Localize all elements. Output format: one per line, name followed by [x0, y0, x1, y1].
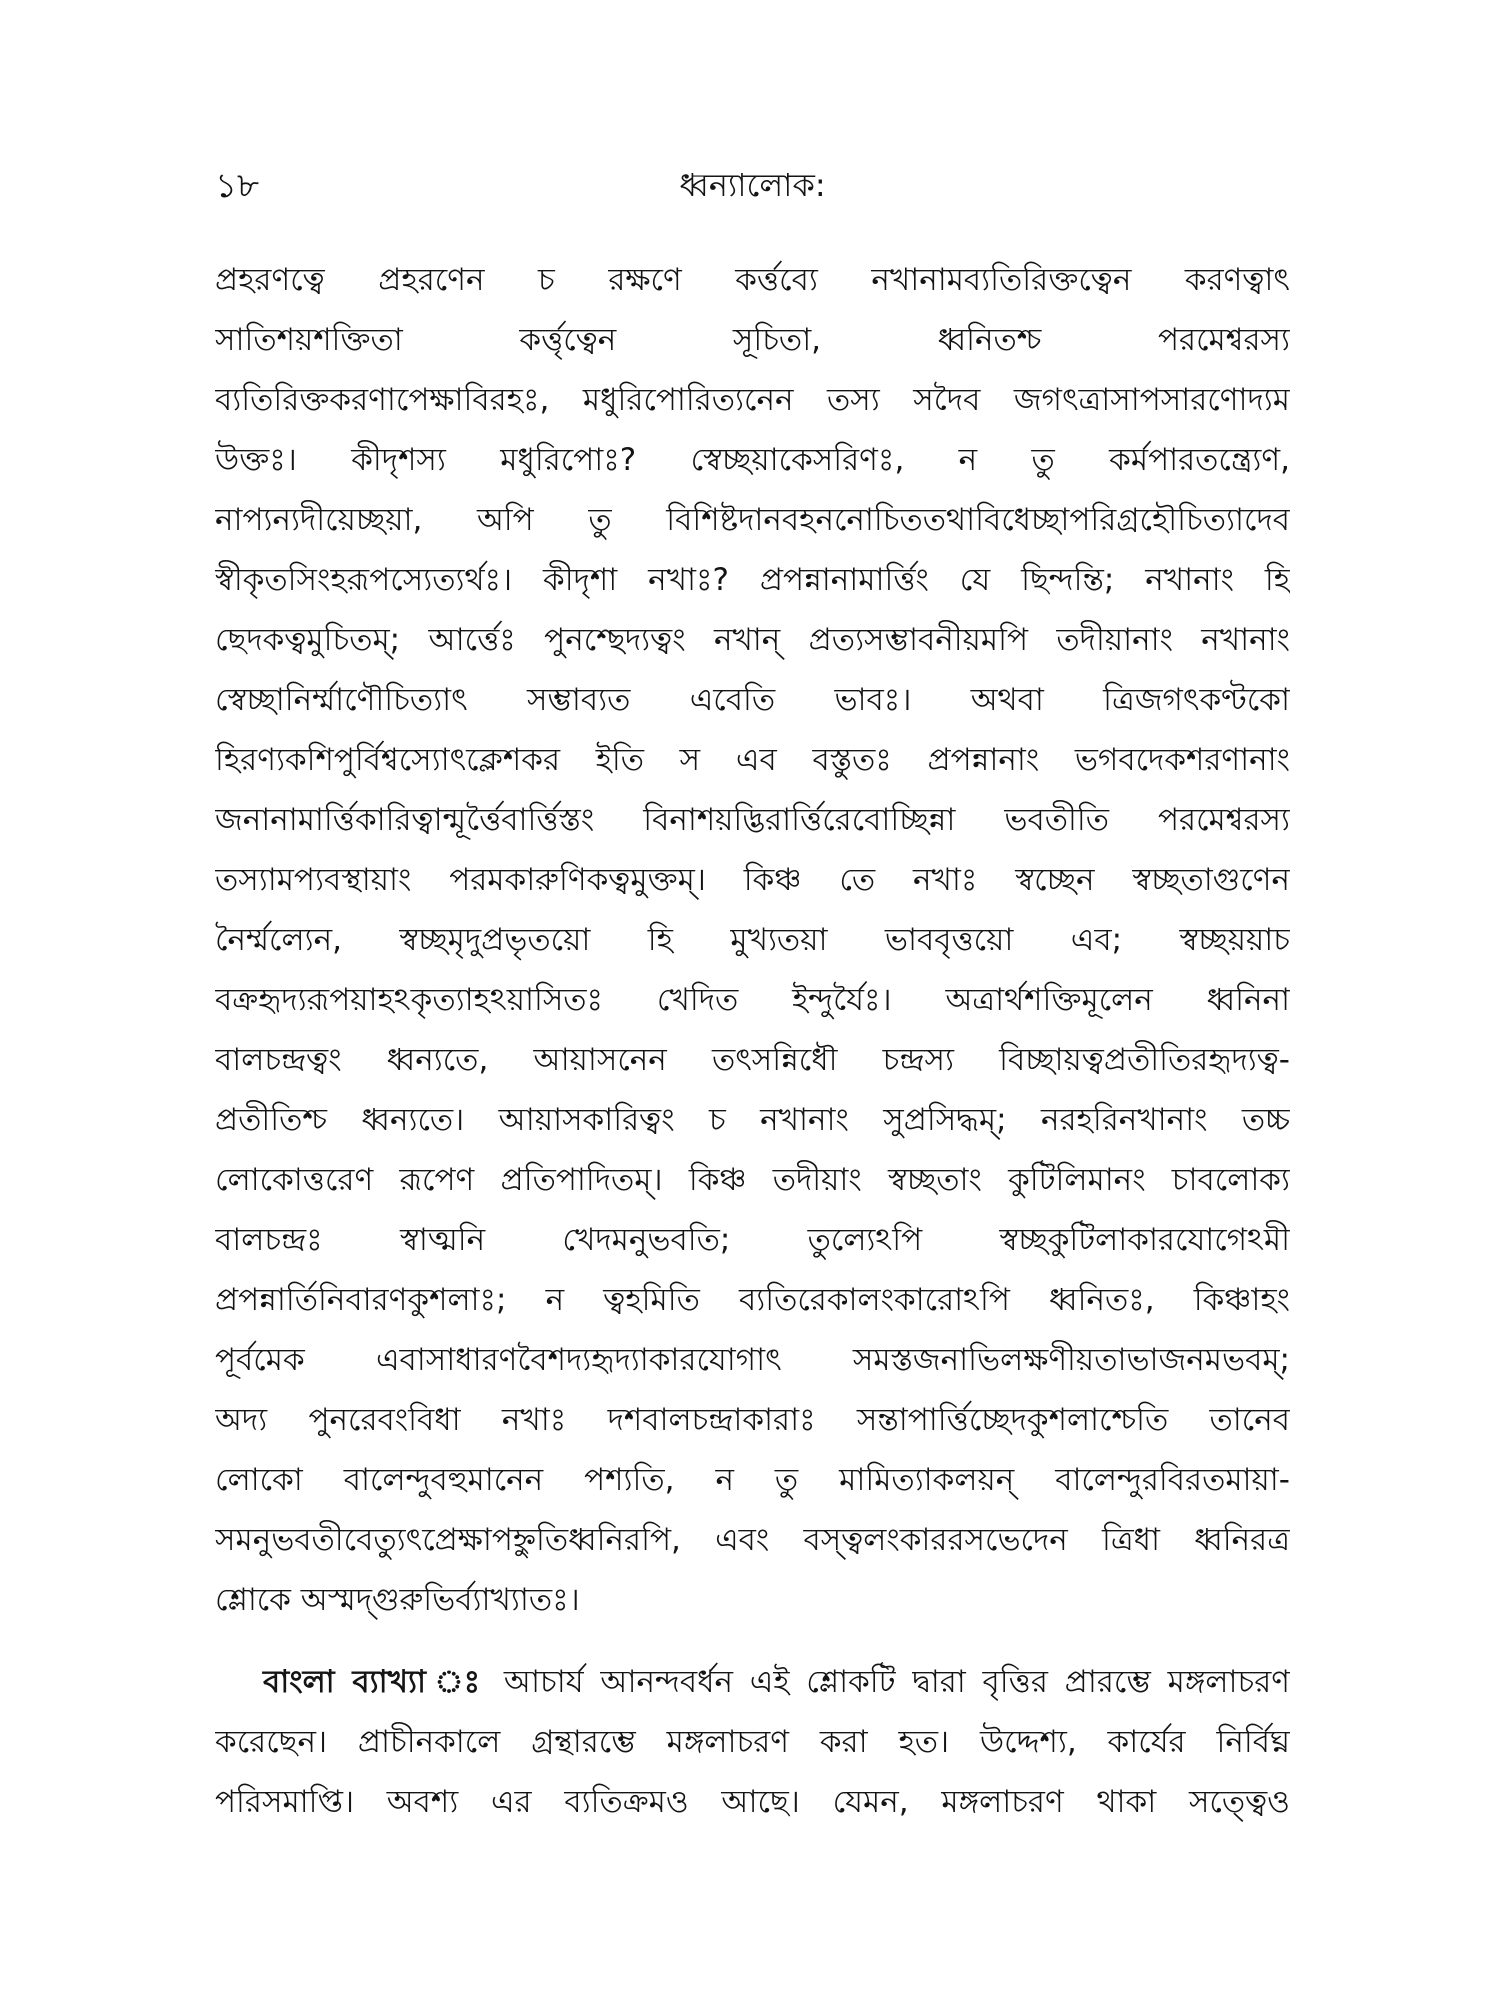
- commentary-line: স্বেচ্ছানির্ম্মাণৌচিত্যাৎ সম্ভাব্যত এবেতি ভাবঃ। অথবা ত্রিজগৎকণ্টকো: [215, 682, 1290, 718]
- commentary-line: জনানামার্ত্তিকারিত্বান্মূর্ত্তৈবার্ত্তিস্তং বিনাশয়দ্ভিরার্ত্তিরেবোচ্ছিন্না ভবতীতি পরমেশ্বরস্য: [215, 802, 1290, 838]
- explanation-line: [215, 1652, 1290, 1712]
- commentary-line: উক্তঃ। কীদৃশস্য মধুরিপোঃ? স্বেচ্ছয়াকেসরিণঃ, ন তু কর্মপারতন্ত্র্যেণ,: [215, 442, 1290, 478]
- explanation-label: বাংলা ব্যাখ্যা ঃ: [263, 1664, 488, 1700]
- commentary-line: সাতিশয়শক্তিতা কর্ত্তৃত্বেন সূচিতা, ধ্বনিতশ্চ পরমেশ্বরস্য: [215, 322, 1290, 358]
- commentary-line: হিরণ্যকশিপুর্বিশ্বস্যোৎক্লেশকর ইতি স এব বস্তুতঃ প্রপন্নানাং ভগবদেকশরণানাং: [215, 742, 1290, 778]
- commentary-line: শ্লোকে অস্মদ্গুরুভির্ব্যাখ্যাতঃ।: [215, 1582, 580, 1618]
- commentary-line: পূর্বমেক এবাসাধারণবৈশদ্যহৃদ্যাকারযোগাৎ সমস্তজনাভিলক্ষণীয়তাভাজনমভবম্;: [215, 1342, 1290, 1378]
- commentary-line: বক্রহৃদ্যরূপয়াহঽকৃত্যাহঽয়াসিতঃ খেদিত ইন্দুর্যৈঃ। অত্রার্থশক্তিমূলেন ধ্বনিনা: [215, 982, 1290, 1018]
- commentary-line: বালচন্দ্রত্বং ধ্বন্যতে, আয়াসনেন তৎসন্নিধৌ চন্দ্রস্য বিচ্ছায়ত্বপ্রতীতিরহৃদ্যত্ব-: [215, 1042, 1290, 1078]
- commentary-line: প্রতীতিশ্চ ধ্বন্যতে। আয়াসকারিত্বং চ নখানাং সুপ্রসিদ্ধম্; নরহরিনখানাং তচ্চ: [215, 1102, 1290, 1138]
- page-number: ১৮: [215, 166, 260, 206]
- commentary-line: বালচন্দ্রঃ স্বাত্মনি খেদমনুভবতি; তুল্যেঽপি স্বচ্ছকুটিলাকারযোগেঽমী: [215, 1222, 1290, 1258]
- explanation-line: পরিসমাপ্তি। অবশ্য এর ব্যতিক্রমও আছে। যেমন, মঙ্গলাচরণ থাকা সত্ত্বেও: [215, 1784, 1290, 1820]
- commentary-line: লোকোত্তরেণ রূপেণ প্রতিপাদিতম্। কিঞ্চ তদীয়াং স্বচ্ছতাং কুটিলিমানং চাবলোক্য: [215, 1162, 1290, 1198]
- commentary-line: তস্যামপ্যবস্থায়াং পরমকারুণিকত্বমুক্তম্। কিঞ্চ তে নখাঃ স্বচ্ছেন স্বচ্ছতাগুণেন: [215, 862, 1290, 898]
- running-title: ধ্বন্যালোক:: [679, 166, 826, 204]
- commentary-line: নৈর্ম্মল্যেন, স্বচ্ছমৃদুপ্রভৃতয়ো হি মুখ্যতয়া ভাববৃত্তয়ো এব; স্বচ্ছয়য়াচ: [215, 922, 1290, 958]
- body-text: [215, 250, 1290, 1832]
- explanation-line: করেছেন। প্রাচীনকালে গ্রন্থারম্ভে মঙ্গলাচরণ করা হত। উদ্দেশ্য, কার্যের নির্বিঘ্ন: [215, 1724, 1290, 1760]
- paragraph-gap: [215, 1630, 1290, 1652]
- explanation-text: আচার্য আনন্দবর্ধন এই শ্লোকটি দ্বারা বৃত্তির প্রারম্ভে মঙ্গলাচরণ: [487, 1664, 1290, 1700]
- page-header: [215, 160, 1290, 220]
- commentary-line: নাপ্যন্যদীয়েচ্ছয়া, অপি তু বিশিষ্টদানবহননোচিততথাবিধেচ্ছাপরিগ্রহৌচিত্যাদেব: [215, 502, 1290, 538]
- commentary-line: অদ্য পুনরেবংবিধা নখাঃ দশবালচন্দ্রাকারাঃ সন্তাপার্ত্তিচ্ছেদকুশলাশ্চেতি তানেব: [215, 1402, 1290, 1438]
- commentary-line: লোকো বালেন্দুবহুমানেন পশ্যতি, ন তু মামিত্যাকলয়ন্ বালেন্দুরবিরতমায়া-: [215, 1462, 1290, 1498]
- commentary-line: সমনুভবতীবেত্যুৎপ্রেক্ষাপহ্নুতিধ্বনিরপি, এবং বস্ত্বলংকাররসভেদেন ত্রিধা ধ্বনিরত্র: [215, 1522, 1290, 1558]
- commentary-line: ব্যতিরিক্তকরণাপেক্ষাবিরহঃ, মধুরিপোরিত্যনেন তস্য সদৈব জগৎত্রাসাপসারণোদ্যম: [215, 382, 1290, 418]
- commentary-line: স্বীকৃতসিংহরূপস্যেত্যর্থঃ। কীদৃশা নখাঃ? প্রপন্নানামার্ত্তিং যে ছিন্দন্তি; নখানাং হি: [215, 562, 1290, 598]
- commentary-line: প্রহরণত্বে প্রহরণেন চ রক্ষণে কর্ত্তব্যে নখানামব্যতিরিক্তত্বেন করণত্বাৎ: [215, 262, 1290, 298]
- commentary-line: ছেদকত্বমুচিতম্; আর্ত্তেঃ পুনশ্ছেদ্যত্বং নখান্ প্রত্যসম্ভাবনীয়মপি তদীয়ানাং নখানাং: [215, 622, 1290, 658]
- commentary-line: প্রপন্নার্তিনিবারণকুশলাঃ; ন ত্বহমিতি ব্যতিরেকালংকারোঽপি ধ্বনিতঃ, কিঞ্চাহং: [215, 1282, 1290, 1318]
